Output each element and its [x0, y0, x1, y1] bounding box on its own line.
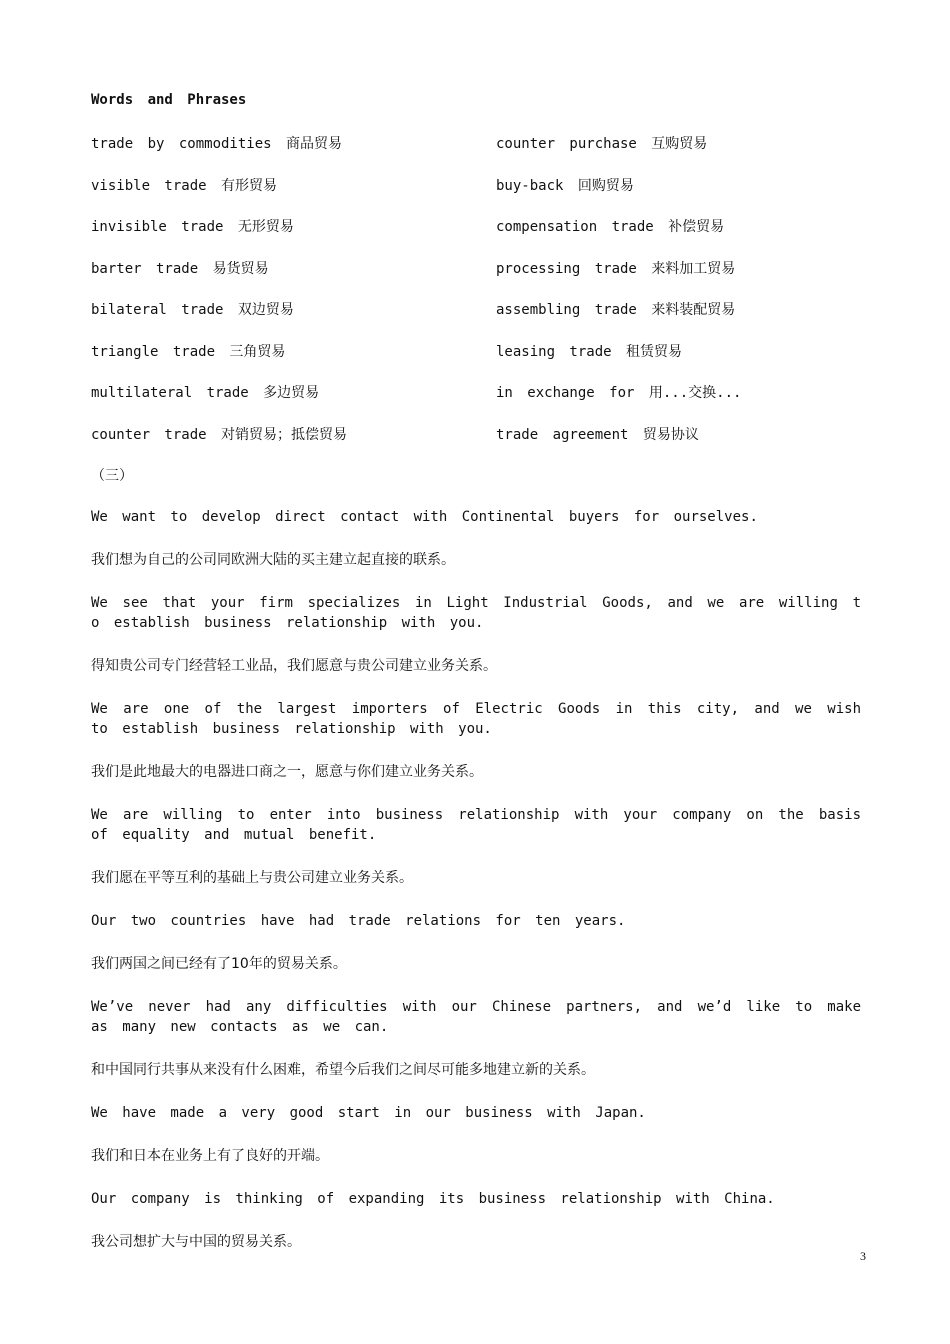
vocab-item: in exchange for 用...交换...: [496, 385, 742, 401]
vocab-item: bilateral trade 双边贸易: [91, 302, 294, 318]
english-sentence: Our company is thinking of expanding its business relationship with China.: [91, 1191, 775, 1207]
chinese-translation: 我们愿在平等互利的基础上与贵公司建立业务关系。: [91, 870, 413, 886]
vocab-item: triangle trade 三角贸易: [91, 343, 286, 360]
vocab-item: trade agreement 贸易协议: [496, 426, 699, 443]
vocab-item: compensation trade 补偿贸易: [496, 219, 725, 235]
english-sentence: We have made a very good start in our business with Japan.: [91, 1105, 646, 1121]
english-sentence: We want to develop direct contact with Continental buyers for ourselves.: [91, 509, 758, 525]
english-sentence: We’ve never had any difficulties with our Chinese partners, and we’d like to make as many new contacts as we can.: [91, 999, 861, 1035]
vocab-item: invisible trade 无形贸易: [91, 219, 294, 235]
vocab-item: leasing trade 租赁贸易: [496, 343, 683, 360]
chinese-translation: 我们两国之间已经有了10年的贸易关系。: [91, 956, 347, 972]
chinese-translation: 我们想为自己的公司同欧洲大陆的买主建立起直接的联系。: [91, 552, 455, 568]
chinese-translation: 和中国同行共事从来没有什么困难，希望今后我们之间尽可能多地建立新的关系。: [91, 1062, 595, 1078]
chinese-translation: 得知贵公司专门经营轻工业品，我们愿意与贵公司建立业务关系。: [91, 658, 497, 674]
chinese-translation: 我们和日本在业务上有了良好的开端。: [91, 1148, 329, 1164]
vocab-item: buy-back 回购贸易: [496, 177, 634, 194]
vocab-item: counter purchase 互购贸易: [496, 136, 708, 152]
section-heading: Words and Phrases: [91, 92, 247, 108]
chinese-translation: 我们是此地最大的电器进口商之一，愿意与你们建立业务关系。: [91, 764, 483, 780]
vocab-item: visible trade 有形贸易: [91, 177, 278, 194]
english-sentence: Our two countries have had trade relations for ten years.: [91, 913, 626, 929]
section-label: （三）: [91, 468, 133, 484]
vocabulary-list: [91, 133, 871, 465]
chinese-translation: 我公司想扩大与中国的贸易关系。: [91, 1234, 301, 1250]
vocab-item: counter trade 对销贸易；抵偿贸易: [91, 426, 348, 443]
vocab-item: processing trade 来料加工贸易: [496, 260, 736, 277]
vocab-item: assembling trade 来料装配贸易: [496, 302, 736, 318]
english-sentence: We see that your firm specializes in Light Industrial Goods, and we are willing to establish business relationship with you.: [91, 595, 861, 631]
vocab-item: trade by commodities 商品贸易: [91, 136, 343, 152]
sentence-list: [91, 507, 861, 1275]
page-number: 3: [860, 1249, 866, 1263]
english-sentence: We are one of the largest importers of Electric Goods in this city, and we wish to establish business relationship with you.: [91, 701, 861, 737]
vocab-item: multilateral trade 多边贸易: [91, 385, 320, 401]
vocab-item: barter trade 易货贸易: [91, 260, 269, 277]
english-sentence: We are willing to enter into business relationship with your company on the basis of equality and mutual benefit.: [91, 807, 861, 843]
